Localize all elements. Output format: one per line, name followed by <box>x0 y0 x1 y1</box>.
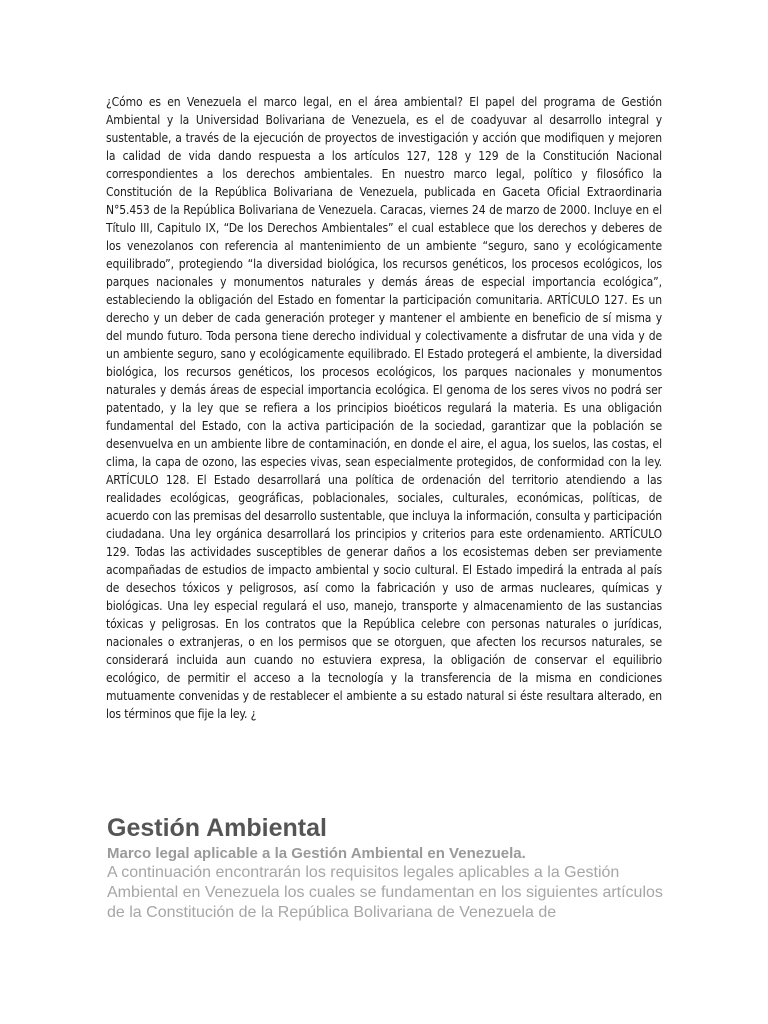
section-intro-text: A continuación encontrarán los requisitos legales aplicables a la Gestión Ambiental en Venezuela los cuales se fundamentan en los siguientes artículos de la Constitución de la República Bolivariana de Venezuela de <box>107 864 663 921</box>
section-subtitle: Marco legal aplicable a la Gestión Ambiental en Venezuela. <box>107 845 526 862</box>
document-body-paragraph: ¿Cómo es en Venezuela el marco legal, en el área ambiental? El papel del programa de Gestión Ambiental y la Universidad Bolivariana de Venezuela, es el de coadyuvar al desarrollo integral y sustentable, a través de la ejecución de proyectos de investigación y acción que modifiquen y mejoren la calidad de vida dando respuesta a los artículos 127, 128 y 129 de la Constitución Nacional correspondientes a los derechos ambientales. En nuestro marco legal, político y filosófico la Constitución de la República Bolivariana de Venezuela, publicada en Gaceta Oficial Extraordinaria N°5.453 de la República Bolivariana de Venezuela. Caracas, viernes 24 de marzo de 2000. Incluye en el Título III, Capitulo IX, “De los Derechos Ambientales” el cual establece que los derechos y deberes de los venezolanos con referencia al mantenimiento de un ambiente “seguro, sano y ecológicamente equilibrado”, protegiendo “la diversidad biológica, los recursos genéticos, los procesos ecológicos, los parques nacionales y monumentos naturales y demás áreas de especial importancia ecológica”, estableciendo la obligación del Estado en fomentar la participación comunitaria. ARTÍCULO 127. Es un derecho y un deber de cada generación proteger y mantener el ambiente en beneficio de sí misma y del mundo futuro. Toda persona tiene derecho individual y colectivamente a disfrutar de una vida y de un ambiente seguro, sano y ecológicamente equilibrado. El Estado protegerá el ambiente, la diversidad biológica, los recursos genéticos, los procesos ecológicos, los parques nacionales y monumentos naturales y demás áreas de especial importancia ecológica. El genoma de los seres vivos no podrá ser patentado, y la ley que se refiera a los principios bioéticos regulará la materia. Es una obligación fundamental del Estado, con la activa participación de la sociedad, garantizar que la población se desenvuelva en un ambiente libre de contaminación, en donde el aire, el agua, los suelos, las costas, el clima, la capa de ozono, las especies vivas, sean especialmente protegidos, de conformidad con la ley. ARTÍCULO 128. El Estado desarrollará una política de ordenación del territorio atendiendo a las realidades ecológicas, geográficas, poblacionales, sociales, culturales, económicas, políticas, de acuerdo con las premisas del desarrollo sustentable, que incluya la información, consulta y participación ciudadana. Una ley orgánica desarrollará los principios y criterios para este ordenamiento. ARTÍCULO 129. Todas las actividades susceptibles de generar daños a los ecosistemas deben ser previamente acompañadas de estudios de impacto ambiental y socio cultural. El Estado impedirá la entrada al país de desechos tóxicos y peligrosos, así como la fabricación y uso de armas nucleares, químicas y biológicas. Una ley especial regulará el uso, manejo, transporte y almacenamiento de las sustancias tóxicas y peligrosas. En los contratos que la República celebre con personas naturales o jurídicas, nacionales o extranjeras, o en los permisos que se otorguen, que afecten los recursos naturales, se considerará incluida aun cuando no estuviera expresa, la obligación de conservar el equilibrio ecológico, de permitir el acceso a la tecnología y la transferencia de la misma en condiciones mutuamente convenidas y de restablecer el ambiente a su estado natural si éste resultara alterado, en los términos que fije la ley. ¿ <box>106 95 662 721</box>
section-title: Gestión Ambiental <box>107 814 327 842</box>
gestion-ambiental-section <box>107 812 667 923</box>
